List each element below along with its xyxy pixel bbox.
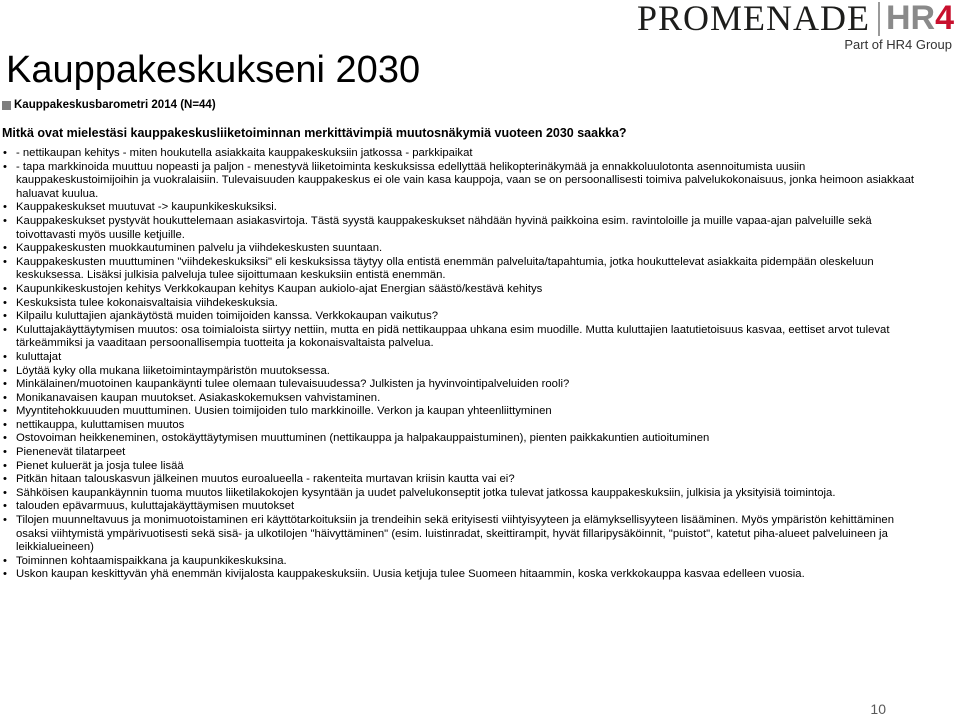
list-item: • Kilpailu kuluttajien ajankäytöstä muiden toimijoiden kanssa. Verkkokaupan vaikutus? <box>2 310 917 324</box>
logo-divider <box>878 2 880 36</box>
list-item: • - tapa markkinoida muuttuu nopeasti ja paljon - menestyvä liiketoiminta keskuksissa edellyttää helikopterinäkymää ja ennakkoluulotonta asennoitumista uusiin kauppakeskustoimijoihin ja vuokralaisiin. Tulevaisuuden kauppakeskus ei ole vain kasa kauppoja, vaan se on persoonallisesti toimiva palvelukokonaisuus, jonka heimoon asiakkaat haluavat kuulua. <box>2 161 917 202</box>
page-title: Kauppakeskukseni 2030 <box>6 49 421 91</box>
list-item: • Keskuksista tulee kokonaisvaltaisia viihdekeskuksia. <box>2 297 917 311</box>
list-item: • Kuluttajakäyttäytymisen muutos: osa toimialoista siirtyy nettiin, mutta en pidä nettikauppaa uhkana esim muodille. Mutta kuluttajien laatutietoisuus kasvaa, eettiset arvot tulevat tärkeämmiksi ja vaaditaan persoonallisempia tuotteita ja kokonaisvaltaista palvelua. <box>2 324 917 351</box>
hr4-logo-mark <box>886 0 954 36</box>
logo-mark-number: 4 <box>935 0 954 37</box>
list-item: • Löytää kyky olla mukana liiketoimintaympäristön muutoksessa. <box>2 365 917 379</box>
promenade-logo <box>614 0 954 52</box>
list-item: • Kauppakeskukset pystyvät houkuttelemaan asiakasvirtoja. Tästä syystä kauppakeskukset nähdään hyvinä paikkoina esim. ravintoloille ja muille vapaa-ajan palveluille sekä toivottavasti myös uusille ketjuille. <box>2 215 917 242</box>
list-item: • Tilojen muunneltavuus ja monimuotoistaminen eri käyttötarkoituksiin ja trendeihin sekä erityisesti viihtyisyyteen ja elämyksellisyyteen lisääminen. Myös ympäristön kehittäminen osaksi viihtymistä ympärivuotisesti sekä sisä- ja ulkotilojen "häivyttäminen" (esim. luistinradat, skeittirampit, hyvät fillaripysäköinnit, "puistot", katetut piha-alueet palveluineen ja leikkialueineen) <box>2 514 917 555</box>
list-item: • Sähköisen kaupankäynnin tuoma muutos liiketilakokojen kysyntään ja uudet palvelukonseptit jotka tulevat jatkossa kauppakeskuksiin, julkisia ja yksityisiä toimintoja. <box>2 487 917 501</box>
list-item: • Toiminnen kohtaamispaikkana ja kaupunkikeskuksina. <box>2 555 917 569</box>
survey-question: Mitkä ovat mielestäsi kauppakeskusliiketoiminnan merkittävimpiä muutosnäkymiä vuoteen 2030 saakka? <box>2 126 627 140</box>
list-item: • Pienet kuluerät ja josja tulee lisää <box>2 460 917 474</box>
list-item: • - nettikaupan kehitys - miten houkutella asiakkaita kauppakeskuksiin jatkossa - parkkipaikat <box>2 147 917 161</box>
list-item: • Pitkän hitaan talouskasvun jälkeinen muutos euroalueella - rakenteita murtavan kriisin kautta vai ei? <box>2 473 917 487</box>
page-number: 10 <box>870 701 886 717</box>
answer-list <box>2 147 917 582</box>
list-item: • Kauppakeskukset muutuvat -> kaupunkikeskuksiksi. <box>2 201 917 215</box>
list-item: • Minkälainen/muotoinen kaupankäynti tulee olemaan tulevaisuudessa? Julkisten ja hyvinvointipalveluiden rooli? <box>2 378 917 392</box>
survey-label-text: Kauppakeskusbarometri 2014 (N=44) <box>14 99 216 111</box>
list-item: • Monikanavaisen kaupan muutokset. Asiakaskokemuksen vahvistaminen. <box>2 392 917 406</box>
logo-brand-text: PROMENADE <box>636 0 870 38</box>
list-item: • Pienenevät tilatarpeet <box>2 446 917 460</box>
logo-mark-letters: HR <box>885 0 936 37</box>
list-item: • Uskon kaupan keskittyvän yhä enemmän kivijalosta kauppakeskuksiin. Uusia ketjuja tulee Suomeen hitaammin, koska verkkokauppa kasvaa edelleen vuosia. <box>2 568 917 582</box>
logo-subtitle: Part of HR4 Group <box>844 37 952 52</box>
list-item: • talouden epävarmuus, kuluttajakäyttäymisen muutokset <box>2 500 917 514</box>
list-item: • Myyntitehokkuuuden muuttuminen. Uusien toimijoiden tulo markkinoille. Verkon ja kaupan yhteenliittyminen <box>2 405 917 419</box>
list-item: • kuluttajat <box>2 351 917 365</box>
list-item: • nettikauppa, kuluttamisen muutos <box>2 419 917 433</box>
list-item: • Kaupunkikeskustojen kehitys Verkkokaupan kehitys Kaupan aukiolo-ajat Energian säästö/kestävä kehitys <box>2 283 917 297</box>
list-item: • Kauppakeskusten muuttuminen "viihdekeskuksiksi" eli keskuksissa täytyy olla entistä enemmän palveluita/tapahtumia, jotka houkuttelevat asiakkaita pidempään oleskeluun keskuksessa. Lisäksi julkisia palveluja tulee sijoittumaan keskuksiin entistä enemmän. <box>2 256 917 283</box>
list-item: • Ostovoiman heikkeneminen, ostokäyttäytymisen muuttuminen (nettikauppa ja halpakauppaistuminen), pienten paikkakuntien autioituminen <box>2 432 917 446</box>
list-item: • Kauppakeskusten muokkautuminen palvelu ja viihdekeskusten suuntaan. <box>2 242 917 256</box>
survey-label <box>2 99 216 111</box>
square-bullet-icon <box>2 101 11 110</box>
